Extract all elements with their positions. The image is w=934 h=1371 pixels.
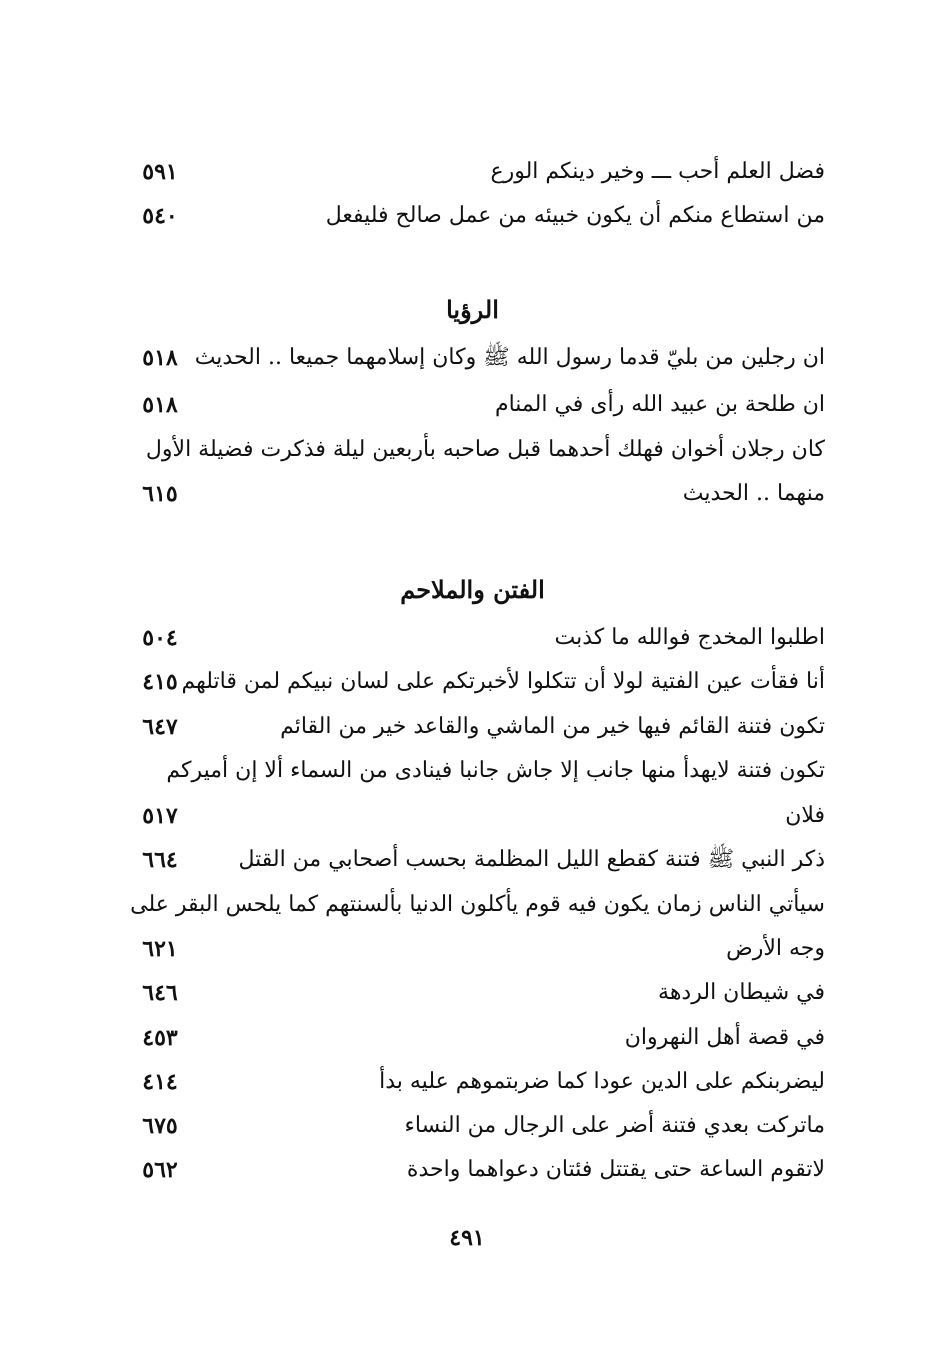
entry-text: كان رجلان أخوان فهلك أحدهما قبل صاحبه بأربعين ليلة فذكرت فضيلة الأول — [145, 437, 825, 462]
entry-page-number: ٥٩١ — [142, 159, 178, 185]
entry-text: في شيطان الردهة — [658, 980, 825, 1005]
entry-text: سيأتي الناس زمان يكون فيه قوم يأكلون الدنيا بألسنتهم كما يلحس البقر على — [130, 892, 825, 917]
index-entry — [120, 196, 825, 236]
entry-text: فلان — [785, 803, 825, 828]
entry-text: ان طلحة بن عبيد الله رأى في المنام — [494, 392, 825, 417]
entry-page-number: ٦٢١ — [142, 936, 178, 962]
index-entry — [120, 1062, 825, 1102]
index-entry — [120, 338, 825, 378]
entry-page-number: ٤٥٣ — [142, 1025, 178, 1051]
entry-text: فضل العلم أحب ـــ وخير دينكم الورع — [490, 159, 825, 184]
section-heading: الفتن والملاحم — [400, 575, 545, 604]
index-entry — [120, 1150, 825, 1190]
section-heading: الرؤيا — [446, 295, 499, 324]
index-entry — [120, 152, 825, 192]
entry-text: من استطاع منكم أن يكون خبيئه من عمل صالح فليفعل — [325, 203, 825, 228]
entry-page-number: ٥٦٢ — [142, 1157, 178, 1183]
entry-text: وجه الأرض — [726, 936, 825, 961]
entry-text: ان رجلين من بليّ قدما رسول الله ﷺ وكان إسلامهما جميعا .. الحديث — [194, 345, 825, 370]
entry-text: تكون فتنة القائم فيها خير من الماشي والقاعد خير من القائم — [280, 714, 825, 739]
entry-page-number: ٥١٧ — [142, 803, 178, 829]
entry-text: منهما .. الحديث — [682, 481, 825, 506]
entry-page-number: ٥١٨ — [142, 392, 178, 418]
index-entry — [120, 430, 825, 470]
index-entry — [120, 1018, 825, 1058]
index-entry — [120, 662, 825, 702]
index-entry — [120, 929, 825, 969]
entry-page-number: ٤١٤ — [142, 1069, 178, 1095]
index-entry — [120, 796, 825, 836]
entry-page-number: ٦١٥ — [142, 481, 178, 507]
index-entry — [120, 973, 825, 1013]
index-entry — [120, 385, 825, 425]
index-entry — [120, 618, 825, 658]
entry-page-number: ٥١٨ — [142, 345, 178, 371]
entry-page-number: ٤١٥ — [142, 669, 178, 695]
index-entry — [120, 1106, 825, 1146]
entry-page-number: ٦٧٥ — [142, 1113, 178, 1139]
entry-page-number: ٥٠٤ — [142, 625, 178, 651]
entry-text: ذكر النبي ﷺ فتنة كقطع الليل المظلمة بحسب أصحابي من القتل — [238, 847, 825, 872]
entry-text: أنا فقأت عين الفتية لولا أن تتكلوا لأخبرتكم على لسان نبيكم لمن قاتلهم — [181, 669, 825, 694]
entry-text: اطلبوا المخدج فوالله ما كذبت — [554, 625, 825, 650]
entry-text: في قصة أهل النهروان — [624, 1025, 825, 1050]
page-number: ٤٩١ — [449, 1225, 485, 1251]
entry-text: ليضربنكم على الدين عودا كما ضربتموهم عليه بدأ — [379, 1069, 825, 1094]
entry-page-number: ٦٤٦ — [142, 980, 178, 1006]
entry-page-number: ٥٤٠ — [142, 203, 178, 229]
entry-page-number: ٦٦٤ — [142, 847, 178, 873]
index-entry — [120, 751, 825, 791]
entry-text: لاتقوم الساعة حتى يقتتل فئتان دعواهما واحدة — [406, 1157, 825, 1182]
index-entry — [120, 840, 825, 880]
entry-text: تكون فتنة لايهدأ منها جانب إلا جاش جانبا فينادى من السماء ألا إن أميركم — [166, 758, 825, 783]
index-entry — [120, 707, 825, 747]
entry-page-number: ٦٤٧ — [142, 714, 178, 740]
entry-text: ماتركت بعدي فتنة أضر على الرجال من النساء — [404, 1113, 825, 1138]
index-entry — [120, 885, 825, 925]
index-entry — [120, 474, 825, 514]
